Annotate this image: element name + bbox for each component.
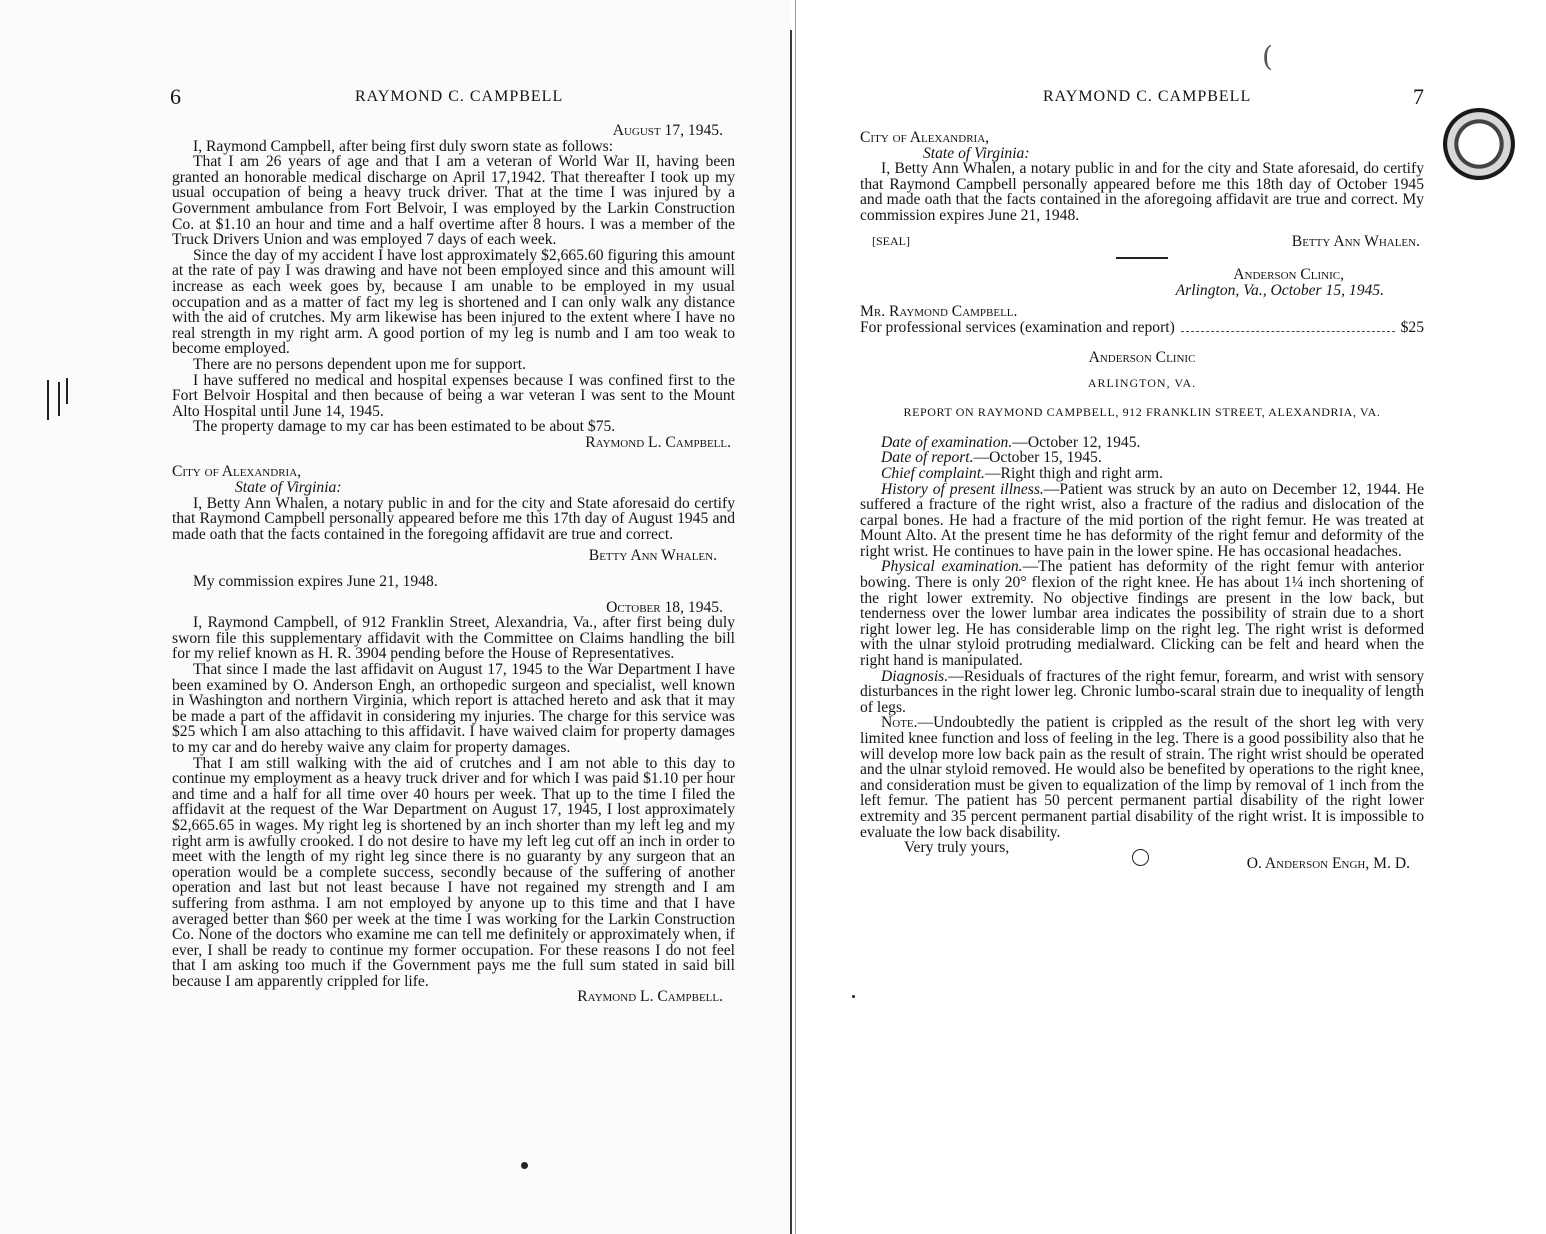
bill-to: Mr. Raymond Campbell. [860,303,1018,321]
notary2-text: I, Betty Ann Whalen, a notary public in and for the city and State aforesaid, do certify that Raymond Campbell personally appeared before me this 18th day of October 1945 and made oath that the facts contained in the aforegoing affidavit are true and correct. My commission expires June 21, 1948. [860,160,1424,224]
punch-hole [1132,849,1149,866]
notary1-signature: Betty Ann Whalen. [588,547,717,565]
margin-mark [66,378,68,404]
margin-mark [58,382,60,416]
right-page-number: 7 [1413,84,1424,109]
margin-mark [47,380,49,420]
affidavit2-para: I, Raymond Campbell, of 912 Franklin Street, Alexandria, Va., after first being duly sworn file this supplementary affidavit with the Committee on Claims handling the bill for my relief known as H. R. 3904 pending before the House of Representatives. [172,614,735,663]
notary2-signature: Betty Ann Whalen. [1291,232,1420,250]
notary1-commission: My commission expires June 21, 1948. [193,573,438,591]
report-item: Date of report.—October 15, 1945. [881,449,1102,467]
affidavit1-date: August 17, 1945. [612,122,723,139]
affidavit1-para: That I am 26 years of age and that I am a veteran of World War II, having been granted an honorable medical discharge on April 17,1942. That thereafter I took up my usual occupation of being a heavy truck driver. That at the time I was injured by a Government ambulance from Fort Belvoir, I was employed by the Larkin Construction Co. at $1.10 an hour and time and a half overtime after 8 hours. I was a member of the Truck Drivers Union and was employed 7 days of each week. [172,153,735,249]
affidavit2-signature: Raymond L. Campbell. [577,988,723,1006]
bill-clinic: Anderson Clinic, [1233,266,1344,284]
report-note: Note.—Undoubtedly the patient is crippled as the result of the short leg with very limited knee function and loss of feeling in the leg. There is a good possibility also that he will develop more low back pain as the result of strain. The right wrist should be operated and the ulnar styloid removed. He would also be benefited by operations to the right knee, and consideration must be given to equalization of the limp by removal of 1 inch from the left femur. The patient has 50 percent permanent partial disability of the right lower extremity and 35 percent permanent partial disability of the right wrist. It is impossible to evaluate the low back disability. [860,714,1424,841]
report-item: Physical examination.—The patient has deformity of the right femur with anterior bowing. There is only 20° flexion of the right knee. He has about 1¼ inch shortening of the right lower extremity. No objective findings are present in the low back, but tenderness over the lower lumbar area indicates the possibility of strain due to a short right lower leg. He has considerable limp on the right leg. The right wrist is deformed with the ulnar styloid protruding medialward. Clicking can be felt and heard when the right hand is manipulated. [860,558,1424,670]
affidavit1-para: There are no persons dependent upon me for support. [193,355,526,373]
affidavit1-para: I, Raymond Campbell, after being first duly sworn state as follows: [193,137,614,155]
report-item: Chief complaint.—Right thigh and right arm. [881,464,1163,482]
report-title: REPORT ON RAYMOND CAMPBELL, 912 FRANKLIN STREET, ALEXANDRIA, VA. [903,405,1381,420]
affidavit1-para: The property damage to my car has been estimated to be about $75. [193,418,616,436]
report-item: Diagnosis.—Residuals of fractures of the right femur, forearm, and wrist with sensory disturbances in the right lower leg. Chronic lumbo-scaral strain due to inequality of length of legs. [860,667,1424,716]
bill-amount: $25 [1400,318,1424,336]
bill-item: For professional services (examination and report) [860,318,1175,336]
report-item: Date of examination.—October 12, 1945. [881,433,1141,451]
affidavit2-para: That I am still walking with the aid of crutches and I am not able to this day to continue my employment as a heavy truck driver and for which I was paid $1.10 per hour and time and a half for all time over 40 hours per week. That up to the time I filed the affidavit at the request of the War Department on August 17, 1945, I lost approximately $2,665.65 in wages. My right leg is shortened by an inch shorter than my left leg and my right arm is awfully crooked. I do not desire to have my left leg cut off an inch in order to meet with the length of my right leg since there is no guaranty by any surgeon that an operation would be a complete success, secondly because of the suffering of another operation and last but not least because I have not regained my strength and I am suffering from asthma. I am not employed by anyone up to this time and that I have averaged better than $60 per week at the time I was working for the Larkin Construction Co. None of the doctors who examine me can tell me definitely or approximately when, if ever, I shall be ready to continue my former occupation. For these reasons I do not feel that I am asking too much if the Government pays me the full sum stated in said bill because I am apparently crippled for life. [172,754,735,990]
report-signature: O. Anderson Engh, M. D. [1246,854,1410,872]
ink-dot [852,995,855,998]
bill-place-date: Arlington, Va., October 15, 1945. [1175,281,1384,299]
bill-line [860,320,1424,336]
right-column [860,130,1424,871]
ink-dot [521,1162,528,1169]
affidavit1-para: Since the day of my accident I have lost approximately $2,665.60 figuring this amount at the rate of pay I was drawing and have not been employed since and this amount will increase as each week goes by, because I am unable to be employed in my usual occupation and as a matter of fact my leg is shortened and I can only walk any distance with the aid of crutches. My arm likewise has been injured to the extent where I have no real strength in my right arm. A good portion of my leg is numb and I am too weak to become employed. [172,246,735,358]
left-page-number: 6 [170,84,181,109]
report-closing: Very truly yours, [904,839,1010,857]
notary1-state: State of Virginia: [235,479,342,497]
notary1-text: I, Betty Ann Whalen, a notary public in and for the city and State aforesaid do certify that Raymond Campbell personally appeared before me this 17th day of August 1945 and made oath that the facts contained in the foregoing affidavit are true and correct. [172,494,735,543]
report-item: History of present illness.—Patient was struck by an auto on December 12, 1944. He suffered a fracture of the right wrist, also a fracture of the radius and dislocation of the carpal bones. He had a fracture of the mid portion of the right femur. He was treated at Mount Alto. At the present time he has deformity of the right femur and deformity of the right wrist. He continues to have pain in the lower spine. He has occasional headaches. [860,480,1424,560]
notary2-state: State of Virginia: [923,144,1030,162]
pencil-mark: ( [1262,40,1273,73]
left-running-header: RAYMOND C. CAMPBELL [355,88,564,105]
affidavit1-para: I have suffered no medical and hospital expenses because I was confined first to the Fort Belvoir Hospital and then because of being a war veteran I was sent to the Mount Alto Hospital until June 14, 1945. [172,371,735,420]
right-running-header: RAYMOND C. CAMPBELL [1043,88,1252,105]
left-column [172,123,735,1005]
notary2-city: City of Alexandria, [860,129,990,146]
report-clinic: Anderson Clinic [1088,348,1196,366]
report-city: ARLINGTON, VA. [1087,375,1197,390]
seal-label: [SEAL] [872,233,910,248]
affidavit1-signature: Raymond L. Campbell. [585,433,731,451]
notary1-city: City of Alexandria, [172,463,302,481]
affidavit2-date: October 18, 1945. [606,598,723,616]
notary2-seal-row [860,234,1424,250]
section-rule [1116,257,1168,259]
page-fold [790,30,792,1234]
affidavit2-para: That since I made the last affidavit on August 17, 1945 to the War Department I have been examined by O. Anderson Engh, an orthopedic surgeon and specialist, well known in Washington and northern Virginia, which report is attached hereto and ask that it may be made a part of the affidavit in considering my injuries. The charge for this service was $25 which I am also attaching to this affidavit. I have waived claim for property damages to my car and do hereby waive any claim for property damages. [172,661,735,756]
page-fold-shadow [795,0,796,1234]
